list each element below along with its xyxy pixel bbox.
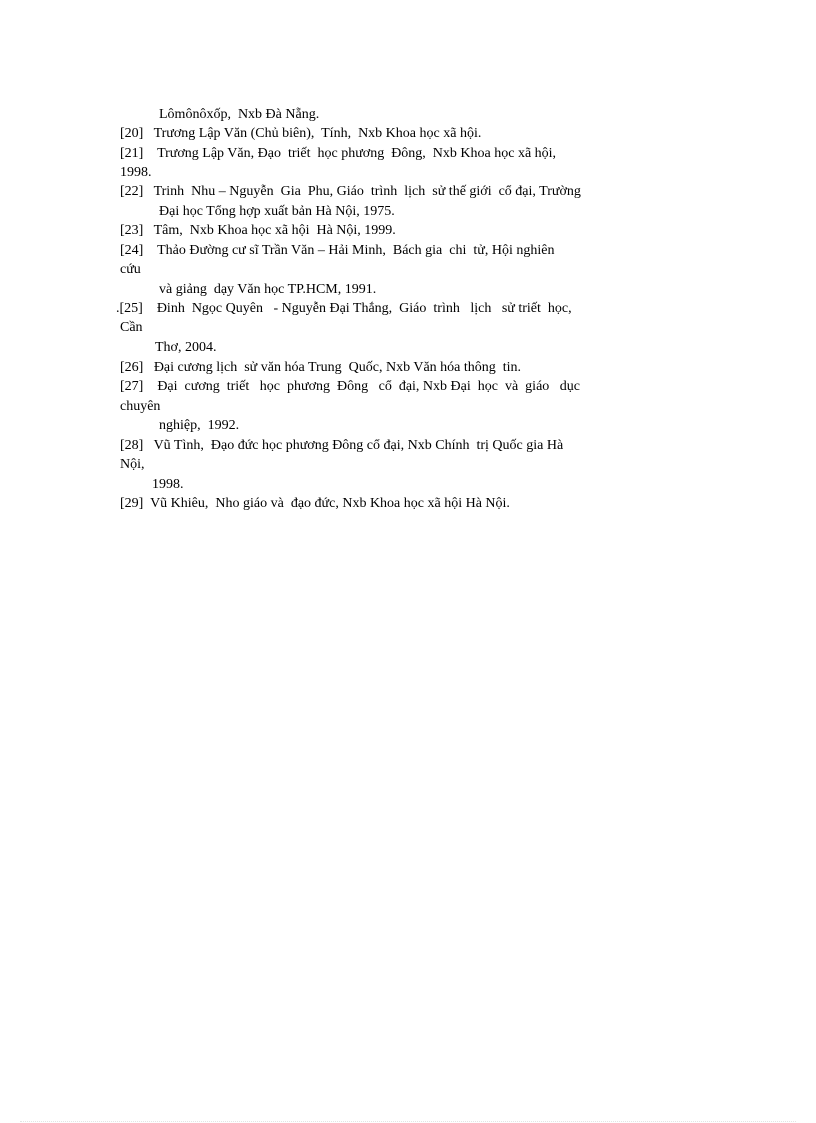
reference-line: 1998. [120,165,152,180]
reference-line: Nội, [120,457,145,472]
reference-line: 1998. [152,477,184,492]
reference-line: Lômônôxốp, Nxb Đà Nẵng. [159,107,320,122]
reference-line: [28] Vũ Tình, Đạo đức học phương Đông cổ đại, Nxb Chính trị Quốc gia Hà [120,438,564,453]
reference-line: .[25] Đinh Ngọc Quyên - Nguyễn Đại Thắng, Giáo trình lịch sử triết học, [116,301,572,316]
page-bottom-border [20,1121,796,1122]
reference-line: [29] Vũ Khiêu, Nho giáo và đạo đức, Nxb Khoa học xã hội Hà Nội. [120,496,510,511]
reference-line: [22] Trinh Nhu – Nguyễn Gia Phu, Giáo trình lịch sử thế giới cổ đại, Trường [120,184,581,199]
reference-line: Thơ, 2004. [155,340,217,355]
reference-line: Đại học Tổng hợp xuất bản Hà Nội, 1975. [159,204,395,219]
reference-line: [24] Thảo Đường cư sĩ Trần Văn – Hải Minh, Bách gia chi tử, Hội nghiên [120,243,555,258]
reference-line: [27] Đại cương triết học phương Đông cổ đại, Nxb Đại học và giáo dục [120,379,580,394]
reference-line: cứu [120,262,141,277]
reference-line: [21] Trương Lập Văn, Đạo triết học phương Đông, Nxb Khoa học xã hội, [120,146,557,161]
reference-line: [26] Đại cương lịch sử văn hóa Trung Quốc, Nxb Văn hóa thông tin. [120,360,522,375]
reference-line: Cần [120,320,143,335]
reference-line: nghiệp, 1992. [159,418,240,433]
reference-line: chuyên [120,399,161,414]
reference-line: và giảng dạy Văn học TP.HCM, 1991. [159,282,377,297]
reference-line: [23] Tâm, Nxb Khoa học xã hội Hà Nội, 1999. [120,223,396,238]
reference-line: [20] Trương Lập Văn (Chủ biên), Tính, Nxb Khoa học xã hội. [120,126,482,141]
